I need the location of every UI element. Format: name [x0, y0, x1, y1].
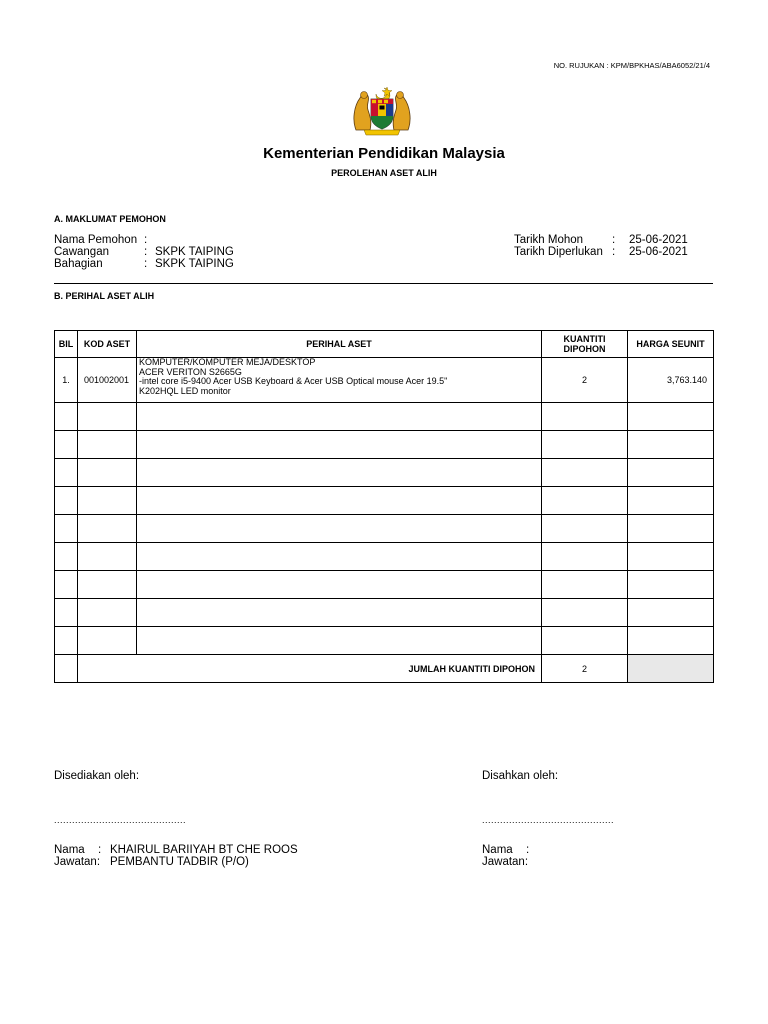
perihal-line: -intel core i5-9400 Acer USB Keyboard & Acer USB Optical mouse Acer 19.5": [139, 376, 448, 386]
field-sep: :: [612, 246, 616, 258]
nama-label: Nama: [482, 844, 513, 856]
field-label-tarikh-mohon: Tarikh Mohon: [514, 234, 584, 246]
field-sep: :: [144, 258, 148, 270]
section-b-title: B. PERIHAL ASET ALIH: [54, 291, 155, 301]
column-header-harga-seunit: HARGA SEUNIT: [628, 331, 714, 358]
table-header-row: [55, 331, 714, 358]
field-value-tarikh-diperlukan: 25-06-2021: [629, 246, 688, 258]
jawatan-label: Jawatan:: [482, 856, 529, 868]
section-a-title: A. MAKLUMAT PEMOHON: [54, 214, 166, 224]
field-value-cawangan: SKPK TAIPING: [155, 246, 234, 258]
table-row-empty: [55, 459, 714, 487]
field-sep: :: [144, 246, 148, 258]
cell-perihal-aset: [137, 358, 542, 403]
perihal-line: ACER VERITON S2665G: [139, 366, 242, 377]
field-sep: :: [612, 234, 616, 246]
table-row-empty: [55, 599, 714, 627]
prepared-by-position: PEMBANTU TADBIR (P/O): [110, 856, 249, 868]
total-blank-cell: [628, 655, 714, 683]
field-sep: :: [526, 844, 530, 856]
malaysia-coat-of-arms-icon: [350, 86, 414, 136]
field-label-bahagian: Bahagian: [54, 258, 103, 270]
cell-bil: 1.: [55, 358, 78, 403]
table-row-empty: [55, 571, 714, 599]
field-sep: :: [144, 234, 148, 246]
cell-kod-aset: 001002001: [78, 358, 137, 403]
perihal-line: KOMPUTER/KOMPUTER MEJA/DESKTOP: [139, 357, 316, 367]
table-row-empty: [55, 515, 714, 543]
table-row: [55, 358, 714, 403]
field-label-nama-pemohon: Nama Pemohon: [54, 234, 138, 246]
signature-line: ............................................: [482, 815, 615, 825]
table-row-empty: [55, 543, 714, 571]
field-label-cawangan: Cawangan: [54, 246, 109, 258]
nama-label: Nama: [54, 844, 85, 856]
perihal-line: K202HQL LED monitor: [139, 385, 231, 396]
column-header-bil: BIL: [55, 331, 78, 358]
table-row-empty: [55, 431, 714, 459]
signature-line: ............................................: [54, 815, 187, 825]
table-row-empty: [55, 487, 714, 515]
table-total-row: [55, 655, 714, 683]
field-label-tarikh-diperlukan: Tarikh Diperlukan: [514, 246, 603, 258]
field-sep: :: [98, 844, 102, 856]
ministry-title: Kementerian Pendidikan Malaysia: [263, 145, 505, 162]
cell-harga-seunit: 3,763.140: [628, 358, 714, 403]
total-label: JUMLAH KUANTITI DIPOHON: [78, 655, 542, 683]
asset-table: [54, 330, 714, 683]
field-value-bahagian: SKPK TAIPING: [155, 258, 234, 270]
column-header-perihal-aset: PERIHAL ASET: [137, 331, 542, 358]
table-row-empty: [55, 403, 714, 431]
total-value: 2: [542, 655, 628, 683]
approved-by-title: Disahkan oleh:: [482, 770, 559, 782]
cell-kuantiti: 2: [542, 358, 628, 403]
section-divider: [54, 283, 713, 284]
field-value-tarikh-mohon: 25-06-2021: [629, 234, 688, 246]
table-row-empty: [55, 627, 714, 655]
reference-number: NO. RUJUKAN : KPM/BPKHAS/ABA6052/21/4: [553, 61, 710, 70]
prepared-by-name: KHAIRUL BARIIYAH BT CHE ROOS: [110, 844, 298, 856]
prepared-by-title: Disediakan oleh:: [54, 770, 140, 782]
document-subtitle: PEROLEHAN ASET ALIH: [331, 168, 437, 178]
column-header-kuantiti: KUANTITI DIPOHON: [542, 331, 628, 358]
column-header-kod-aset: KOD ASET: [78, 331, 137, 358]
jawatan-label: Jawatan:: [54, 856, 101, 868]
